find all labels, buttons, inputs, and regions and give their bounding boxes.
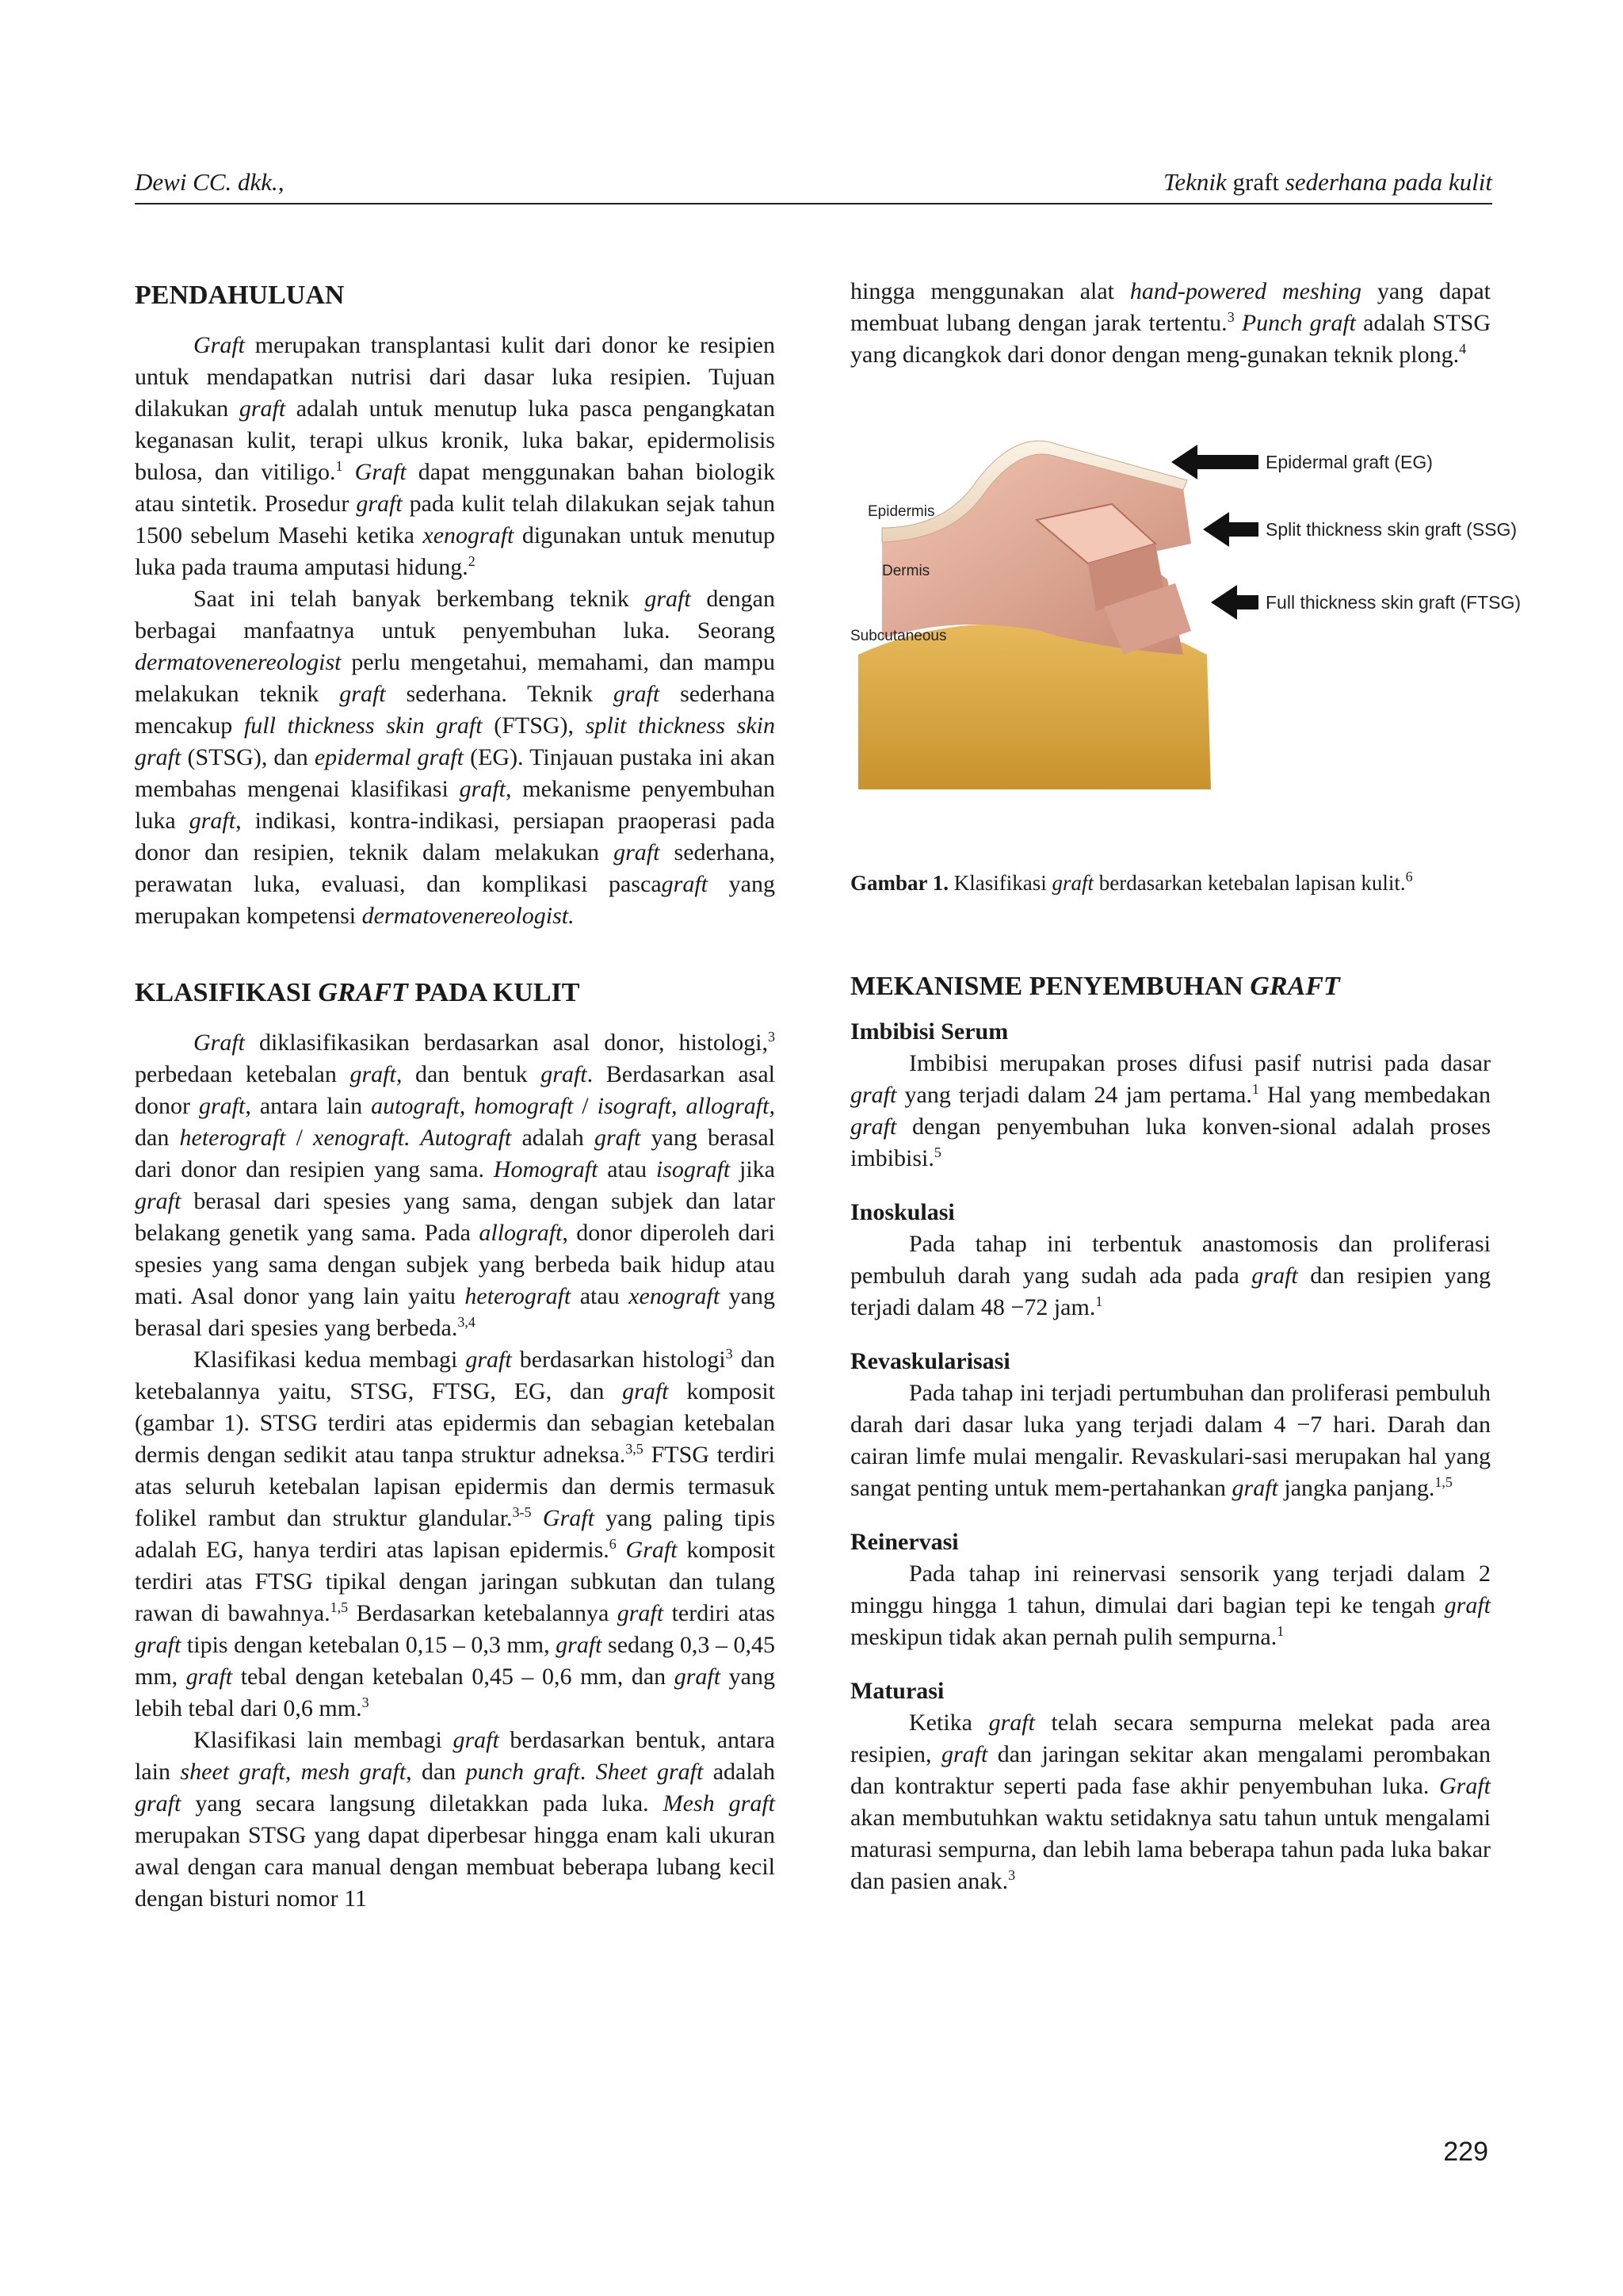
page-number: 229 [1443, 2137, 1488, 2167]
title-part-italic: GRAFT [1250, 972, 1340, 1001]
label-subcutaneous: Subcutaneous [850, 628, 947, 644]
paragraph-klasifikasi-1: Graft diklasifikasikan berdasarkan asal donor, histologi,$^3$ perbedaan ketebalan graft, dan bentuk graft. Berdasarkan asal donor graft, antara lain autograft, homograft / isograft, allograft, dan heterograft / xenograft. Autograft adalah graft yang berasal dari donor dan resipien yang sama. Homograft atau isograft jika graft berasal dari spesies yang sama, dengan subjek dan latar belakang genetik yang sama. Pada allograft, donor diperoleh dari spesies yang sama dengan subjek yang berbeda baik hidup atau mati. Asal donor yang lain yaitu heterograft atau xenograft yang berasal dari spesies yang berbeda.$^{3,4}$ [135, 1029, 775, 1341]
paragraph-inoskulasi: Pada tahap ini terbentuk anastomosis dan proliferasi pembuluh darah yang sudah ada pada graft dan resipien yang terjadi dalam 48 −72 jam.$^1$ [850, 1231, 1491, 1320]
caption-reference: 6 [1405, 869, 1413, 884]
label-epidermal-graft: Epidermal graft (EG) [1266, 452, 1433, 472]
section-title-mekanisme [850, 968, 1491, 1005]
figure-skin-graft-classification [850, 417, 1522, 813]
paragraph-revaskularisasi: Pada tahap ini terjadi pertumbuhan dan proliferasi pembuluh darah dari dasar luka yang terjadi dalam 4 −7 hari. Darah dan cairan limfe mulai mengalir. Revaskulari-sasi merupakan hal yang sangat penting untuk mem-pertahankan graft jangka panjang.$^{1,5}$ [850, 1380, 1491, 1501]
title-part-italic: GRAFT [318, 978, 408, 1007]
paragraph-imbibisi: Imbibisi merupakan proses difusi pasif nutrisi pada dasar graft yang terjadi dalam 24 jam pertama.$^1$ Hal yang membedakan graft dengan penyembuhan luka konven-sional adalah proses imbibisi.$^5$ [850, 1050, 1491, 1171]
right-column [850, 276, 1522, 1897]
subsection-title-reinervasi: Reinervasi [850, 1529, 959, 1555]
arrow-icon [1203, 512, 1258, 547]
running-header-title [1163, 168, 1492, 197]
title-part: KLASIFIKASI [135, 978, 319, 1007]
paragraph-intro-1: Graft merupakan transplantasi kulit dari donor ke resipien untuk mendapatkan nutrisi dari dasar luka resipien. Tujuan dilakukan graft adalah untuk menutup luka pasca pengangkatan keganasan kulit, terapi ulkus kronik, luka bakar, epidermolisis bulosa, dan vitiligo.$^1$ Graft dapat menggunakan bahan biologik atau sintetik. Prosedur graft pada kulit telah dilakukan sejak tahun 1500 sebelum Masehi ketika xenograft digunakan untuk menutup luka pada trauma amputasi hidung.$^2$ [135, 332, 776, 580]
paragraph-klasifikasi-3-cont: hingga menggunakan alat hand-powered meshing yang dapat membuat lubang dengan jarak tertentu.$^3$ Punch graft adalah STSG yang dicangkok dari donor dengan meng-gunakan teknik plong.$^4$ [850, 278, 1491, 368]
label-split-thickness-graft: Split thickness skin graft (SSG) [1266, 519, 1517, 540]
title-part: MEKANISME PENYEMBUHAN [850, 972, 1251, 1001]
header-rule [135, 203, 1492, 204]
paragraph-klasifikasi-2: Klasifikasi kedua membagi graft berdasarkan histologi$^3$ dan ketebalannya yaitu, STSG, FTSG, EG, dan graft komposit (gambar 1). STSG terdiri atas epidermis dan sebagian ketebalan dermis dengan sedikit atau tanpa struktur adneksa.$^{3,5}$ FTSG terdiri atas seluruh ketebalan lapisan epidermis dan dermis termasuk folikel rambut dan struktur glandular.$^{3-5}$ Graft yang paling tipis adalah EG, hanya terdiri atas lapisan epidermis.$^6$ Graft komposit terdiri atas FTSG tipikal dengan jaringan subkutan dan tulang rawan di bawahnya.$^{1,5}$ Berdasarkan ketebalannya graft terdiri atas graft tipis dengan ketebalan 0,15 – 0,3 mm, graft sedang 0,3 – 0,45 mm, graft tebal dengan ketebalan 0,45 – 0,6 mm, dan graft yang lebih tebal dari 0,6 mm.$^3$ [135, 1346, 776, 1721]
caption-text: berdasarkan ketebalan lapisan kulit. [1094, 871, 1406, 895]
caption-text-italic: graft [1052, 871, 1094, 895]
subsection-title-imbibisi: Imbibisi Serum [850, 1018, 1009, 1045]
skin-layers-illustration [850, 417, 1522, 813]
left-column [135, 277, 775, 1915]
section-title-klasifikasi [135, 975, 775, 1011]
title-part: PADA KULIT [407, 978, 580, 1007]
header-title-part: Teknik [1163, 168, 1233, 196]
header-title-graft: graft [1232, 168, 1280, 196]
section-title-pendahuluan: PENDAHULUAN [135, 281, 345, 310]
label-dermis: Dermis [882, 563, 930, 579]
paragraph-maturasi: Ketika graft telah secara sempurna melekat pada area resipien, graft dan jaringan sekitar akan mengalami perombakan dan kontraktur seperti pada fase akhir penyembuhan luka. Graft akan membutuhkan waktu setidaknya satu tahun untuk mengalami maturasi sempurna, dan lebih lama beberapa tahun pada luka bakar dan pasien anak.$^3$ [850, 1710, 1491, 1894]
label-full-thickness-graft: Full thickness skin graft (FTSG) [1266, 592, 1522, 613]
paragraph-reinervasi: Pada tahap ini reinervasi sensorik yang terjadi dalam 2 minggu hingga 1 tahun, dimulai dari bagian tepi ke tengah graft meskipun tidak akan pernah pulih sempurna.$^1$ [850, 1561, 1491, 1650]
subsection-title-maturasi: Maturasi [850, 1678, 945, 1704]
caption-text: Klasifikasi [949, 871, 1052, 895]
paragraph-klasifikasi-3: Klasifikasi lain membagi graft berdasarkan bentuk, antara lain sheet graft, mesh graft, dan punch graft. Sheet graft adalah graft yang secara langsung diletakkan pada luka. Mesh graft merupakan STSG yang dapat diperbesar hingga enam kali ukuran awal dengan cara manual dengan membuat beberapa lubang kecil dengan bisturi nomor 11 [135, 1727, 775, 1912]
arrow-icon [1171, 445, 1258, 479]
caption-label: Gambar 1. [850, 871, 949, 895]
subsection-title-revaskularisasi: Revaskularisasi [850, 1348, 1010, 1374]
arrow-icon [1211, 585, 1258, 620]
label-epidermis: Epidermis [868, 503, 935, 520]
paragraph-intro-2: Saat ini telah banyak berkembang teknik graft dengan berbagai manfaatnya untuk penyembuhan luka. Seorang dermatovenereologist perlu mengetahui, memahami, dan mampu melakukan teknik graft sederhana. Teknik graft sederhana mencakup full thickness skin graft (FTSG), split thickness skin graft (STSG), dan epidermal graft (EG). Tinjauan pustaka ini akan membahas mengenai klasifikasi graft, mekanisme penyembuhan luka graft, indikasi, kontra-indikasi, persiapan praoperasi pada donor dan resipien, teknik dalam melakukan graft sederhana, perawatan luka, evaluasi, dan komplikasi pascagraft yang merupakan kompetensi dermatovenereologist. [135, 586, 775, 929]
running-header-authors: Dewi CC. dkk., [135, 168, 285, 196]
figure-caption [850, 869, 1491, 897]
header-title-part: sederhana pada kulit [1279, 168, 1492, 196]
subsection-title-inoskulasi: Inoskulasi [850, 1199, 955, 1225]
